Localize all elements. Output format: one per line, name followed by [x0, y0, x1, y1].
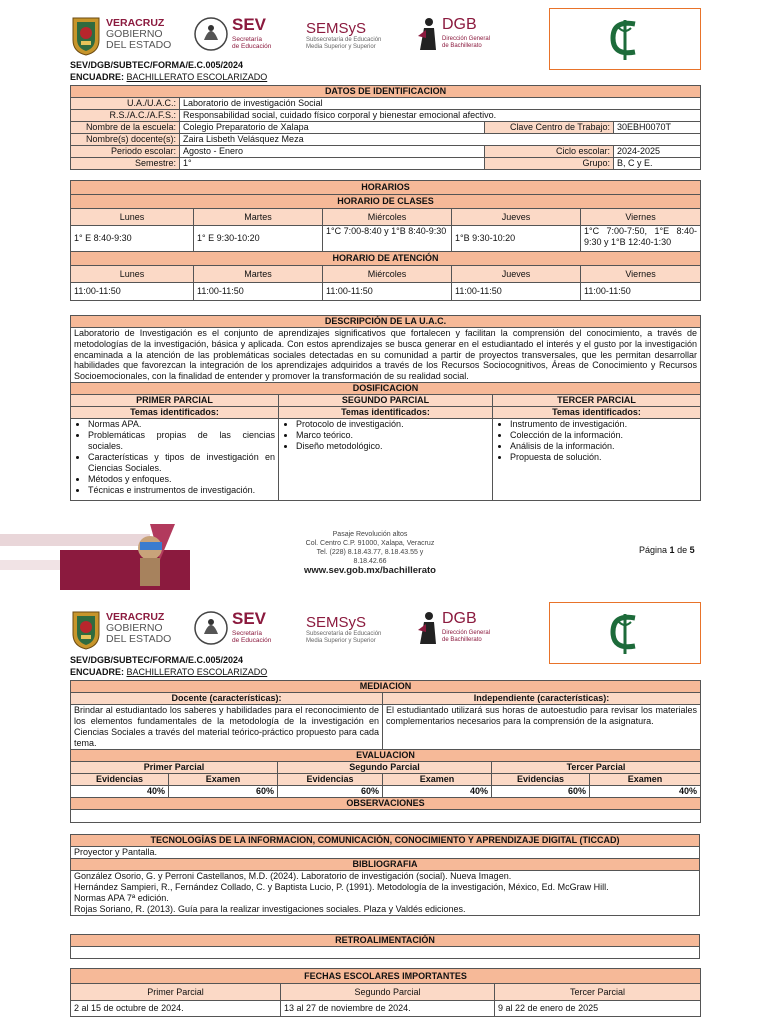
att-jueves: 11:00-11:50 [452, 283, 581, 301]
veracruz-line1: VERACRUZ [106, 17, 165, 29]
temas-label-3: Temas identificados: [493, 406, 701, 418]
dosificacion-title: DOSIFICACION [71, 382, 701, 394]
semsys-sub2: Media Superior y Superior [306, 638, 376, 644]
id-value-clave: 30EBH0070T [614, 122, 701, 134]
independiente-text: El estudiantado utilizará sus horas de autoestudio para revisar los materiales complementarios necesarios para la comprensión de la asignatura. [383, 705, 701, 750]
schedule-table [70, 180, 701, 301]
form-code: SEV/DGB/SUBTEC/FORMA/E.C.005/2024 [70, 60, 244, 70]
temas-parcial-3 [493, 418, 701, 500]
feedback-body [71, 947, 700, 959]
dgb-name: DGB [442, 16, 477, 33]
school-logo-frame [549, 8, 701, 70]
observations-body [71, 810, 701, 823]
id-value-docente: Zaira Lisbeth Velásquez Meza [180, 134, 701, 146]
att-lunes: 11:00-11:50 [71, 283, 194, 301]
class-jueves: 1°B 9:30-10:20 [452, 226, 581, 252]
ticcad-table [70, 834, 700, 916]
list-item: • Instrumento de investigación. [510, 419, 697, 430]
id-label-rs: R.S./A.C./A.F.S.: [71, 110, 180, 122]
semsys-name: SEMSyS [306, 614, 367, 631]
id-label-docente: Nombre(s) docente(s): [71, 134, 180, 146]
id-label-school: Nombre de la escuela: [71, 122, 180, 134]
list-item: • Métodos y enfoques. [88, 474, 275, 485]
day-martes: Martes [194, 209, 323, 226]
dgb-sub1: Dirección General [442, 630, 491, 636]
parcial-1-header: PRIMER PARCIAL [71, 394, 279, 406]
id-value-grupo: B, C y E. [614, 158, 701, 170]
class-miercoles: 1°C 7:00-8:40 y 1°B 8:40-9:30 [323, 226, 452, 252]
att-day-miercoles: Miércoles [323, 266, 452, 283]
veracruz-shield-icon [70, 14, 102, 56]
id-value-ciclo: 2024-2025 [614, 146, 701, 158]
school-logo-frame [549, 602, 701, 664]
class-lunes: 1° E 8:40-9:30 [71, 226, 194, 252]
description-text: Laboratorio de Investigación es el conjunto de aprendizajes significativos que fortalecen y facilitan la comprensión del conocimiento, a través de metodologías de la investigación, básica y aplicada. Con estos aprendizajes se busca generar en el estudiantado el interés y el gusto por la investigación encaminada a la atención de las problemáticas sociales detectadas en su comunidad a partir de proyectos transversales, que les permitan desarrollar habilidades que favorezcan la integración de los aprendizajes adquiridos a través de los Recursos Sociocognitivos, Áreas de Conocimiento y Recursos Socioemocionales, con la finalidad de entender y promover la transformación de su realidad social. [71, 328, 701, 383]
eval-value-3: 60% [278, 786, 383, 798]
footer-address-2: Col. Centro C.P. 91000, Xalapa, Veracruz [305, 540, 435, 547]
veracruz-line2: GOBIERNO [106, 622, 163, 634]
sev-sub2: de Educación [232, 637, 272, 644]
eval-value-4: 40% [383, 786, 492, 798]
id-value-uac: Laboratorio de investigación Social [180, 98, 701, 110]
eval-value-6: 40% [590, 786, 701, 798]
page1-footer [0, 520, 768, 600]
dgb-logo [416, 606, 516, 651]
schedule-title: HORARIOS [71, 181, 701, 195]
list-item: • Propuesta de solución. [510, 452, 697, 463]
att-day-viernes: Viernes [581, 266, 701, 283]
day-jueves: Jueves [452, 209, 581, 226]
day-miercoles: Miércoles [323, 209, 452, 226]
dgb-sub2: de Bachillerato [442, 637, 482, 643]
ticcad-text: Proyector y Pantalla. [71, 847, 700, 859]
eval-value-5: 60% [492, 786, 590, 798]
description-table [70, 315, 701, 501]
dgb-figure-icon [416, 610, 440, 646]
semsys-sub1: Subsecretaría de Educación [306, 37, 382, 43]
veracruz-line1: VERACRUZ [106, 611, 165, 623]
sev-logo [194, 12, 294, 57]
semsys-sub2: Media Superior y Superior [306, 44, 376, 50]
dates-value-2: 13 al 27 de noviembre de 2024. [281, 1001, 495, 1017]
semsys-sub1: Subsecretaría de Educación [306, 631, 382, 637]
bibliography-item: González Osorio, G. y Perroni Castellanos, M.D. (2024). Laboratorio de investigación (social). Nueva Imagen. [74, 871, 512, 881]
eval-parcial-2: Segundo Parcial [278, 762, 492, 774]
att-day-martes: Martes [194, 266, 323, 283]
dgb-figure-icon [416, 16, 440, 52]
id-label-ciclo: Ciclo escolar: [485, 146, 614, 158]
id-label-uac: U.A./U.A.C.: [71, 98, 180, 110]
dates-parcial-3: Tercer Parcial [495, 984, 701, 1001]
semsys-logo [306, 12, 406, 57]
id-value-school: Colegio Preparatorio de Xalapa [180, 122, 485, 134]
encuadre-value: BACHILLERATO ESCOLARIZADO [126, 72, 268, 82]
list-item: • Protocolo de investigación. [296, 419, 489, 430]
list-item: • Análisis de la información. [510, 441, 697, 452]
dgb-name: DGB [442, 610, 477, 627]
list-item: • Técnicas e instrumentos de investigación. [88, 485, 275, 496]
id-value-periodo: Agosto - Enero [180, 146, 485, 158]
parcial-3-header: TERCER PARCIAL [493, 394, 701, 406]
att-day-lunes: Lunes [71, 266, 194, 283]
veracruz-line3: DEL ESTADO [106, 633, 172, 645]
bibliography-item: Rojas Soriano, R. (2013). Guía para la realizar investigaciones sociales. Plaza y Valdés ediciones. [74, 904, 466, 914]
eval-value-2: 60% [169, 786, 278, 798]
mexico-eagle-icon [194, 608, 228, 648]
veracruz-shield-icon [70, 608, 102, 650]
footer-address-3: Tel. (228) 8.18.43.77, 8.18.43.55 y 8.18.42.66 [316, 549, 424, 565]
id-label-clave: Clave Centro de Trabajo: [485, 122, 614, 134]
footer-url[interactable]: www.sev.gob.mx/bachillerato [304, 565, 436, 576]
ticcad-title: TECNOLOGÍAS DE LA INFORMACION, COMUNICACIÓN, CONOCIMIENTO Y APRENDIZAJE DIGITAL (TICCAD) [71, 835, 700, 847]
sev-sub2: de Educación [232, 43, 272, 50]
dates-value-3: 9 al 22 de enero de 2025 [495, 1001, 701, 1017]
page-number [639, 545, 695, 555]
id-value-semestre: 1° [180, 158, 485, 170]
veracruz-logo [70, 12, 190, 57]
veracruz-line2: GOBIERNO [106, 28, 163, 40]
id-label-periodo: Periodo escolar: [71, 146, 180, 158]
id-label-semestre: Semestre: [71, 158, 180, 170]
eval-evidencias-1: Evidencias [71, 774, 169, 786]
id-label-grupo: Grupo: [485, 158, 614, 170]
temas-label-1: Temas identificados: [71, 406, 279, 418]
encuadre-line [70, 72, 267, 82]
dates-title: FECHAS ESCOLARES IMPORTANTES [71, 969, 701, 984]
form-code: SEV/DGB/SUBTEC/FORMA/E.C.005/2024 [70, 655, 244, 665]
temas-label-2: Temas identificados: [279, 406, 493, 418]
encuadre-label: ENCUADRE: [70, 667, 124, 677]
sev-name: SEV [232, 15, 267, 34]
dgb-logo [416, 12, 516, 57]
description-title: DESCRIPCIÓN DE LA U.A.C. [71, 316, 701, 328]
temas-parcial-1 [71, 418, 279, 500]
attention-schedule-title: HORARIO DE ATENCIÓN [71, 252, 701, 266]
evaluation-title: EVALUACION [71, 750, 701, 762]
identification-table [70, 85, 701, 170]
page-current: 1 [669, 545, 675, 555]
bibliography-item: Normas APA 7ª edición. [74, 893, 169, 903]
bibliography-list [71, 871, 700, 916]
veracruz-logo [70, 606, 190, 651]
dates-parcial-1: Primer Parcial [71, 984, 281, 1001]
att-day-jueves: Jueves [452, 266, 581, 283]
mexico-eagle-icon [194, 14, 228, 54]
att-miercoles: 11:00-11:50 [323, 283, 452, 301]
eval-parcial-1: Primer Parcial [71, 762, 278, 774]
list-item: • Marco teórico. [296, 430, 489, 441]
docente-text: Brindar al estudiantado los saberes y habilidades para el reconocimiento de los elementos fundamentales de la metodología de la investigación en Ciencias Sociales a través del material teórico-práctico propuesto para cada tema. [71, 705, 383, 750]
mediation-title: MEDIACION [71, 681, 701, 693]
eval-examen-1: Examen [169, 774, 278, 786]
school-logo-icon [605, 610, 645, 656]
list-item: • Características y tipos de investigación en Ciencias Sociales. [88, 452, 275, 474]
dgb-sub2: de Bachillerato [442, 43, 482, 49]
class-viernes: 1°C 7:00-7:50, 1°E 8:40-9:30 y 1°B 12:40-1:30 [581, 226, 701, 252]
class-martes: 1° E 9:30-10:20 [194, 226, 323, 252]
list-item: • Normas APA. [88, 419, 275, 430]
footer-decoration-icon [0, 520, 240, 600]
sev-logo [194, 606, 294, 651]
footer-address-1: Pasaje Revolución altos [332, 531, 408, 538]
sev-sub1: Secretaría [232, 36, 262, 43]
class-schedule-title: HORARIO DE CLASES [71, 195, 701, 209]
dates-table [70, 968, 701, 1017]
id-value-rs: Responsabilidad social, cuidado físico corporal y bienestar emocional afectivo. [180, 110, 701, 122]
sev-sub1: Secretaría [232, 630, 262, 637]
encuadre-label: ENCUADRE: [70, 72, 124, 82]
encuadre-value: BACHILLERATO ESCOLARIZADO [126, 667, 268, 677]
independiente-label: Independiente (características): [383, 693, 701, 705]
eval-parcial-3: Tercer Parcial [492, 762, 701, 774]
veracruz-line3: DEL ESTADO [106, 39, 172, 51]
page-prefix: Página [639, 545, 668, 555]
att-martes: 11:00-11:50 [194, 283, 323, 301]
dates-parcial-2: Segundo Parcial [281, 984, 495, 1001]
mediation-table [70, 680, 701, 823]
list-item: • Problemáticas propias de las ciencias sociales. [88, 430, 275, 452]
sev-name: SEV [232, 609, 267, 628]
bibliography-title: BIBLIOGRAFIA [71, 859, 700, 871]
bibliography-item: Hernández Sampieri, R., Fernández Collado, C. y Baptista Lucio, P. (1991). Metodología de la investigación, México, Ed. McGraw Hill. [74, 882, 609, 892]
school-logo-icon [605, 16, 645, 62]
page-total: 5 [689, 545, 695, 555]
docente-label: Docente (características): [71, 693, 383, 705]
encuadre-line [70, 667, 267, 677]
eval-evidencias-3: Evidencias [492, 774, 590, 786]
observations-title: OBSERVACIONES [71, 798, 701, 810]
temas-parcial-2 [279, 418, 493, 500]
identification-title: DATOS DE IDENTIFICACION [71, 86, 701, 98]
list-item: • Diseño metodológico. [296, 441, 489, 452]
att-viernes: 11:00-11:50 [581, 283, 701, 301]
semsys-logo [306, 606, 406, 651]
feedback-table [70, 934, 700, 959]
dgb-sub1: Dirección General [442, 36, 491, 42]
eval-examen-3: Examen [590, 774, 701, 786]
feedback-title: RETROALIMENTACIÓN [71, 935, 700, 947]
eval-value-1: 40% [71, 786, 169, 798]
semsys-name: SEMSyS [306, 20, 367, 37]
day-viernes: Viernes [581, 209, 701, 226]
page-of: de [677, 545, 688, 555]
list-item: • Colección de la información. [510, 430, 697, 441]
parcial-2-header: SEGUNDO PARCIAL [279, 394, 493, 406]
day-lunes: Lunes [71, 209, 194, 226]
dates-value-1: 2 al 15 de octubre de 2024. [71, 1001, 281, 1017]
eval-examen-2: Examen [383, 774, 492, 786]
eval-evidencias-2: Evidencias [278, 774, 383, 786]
